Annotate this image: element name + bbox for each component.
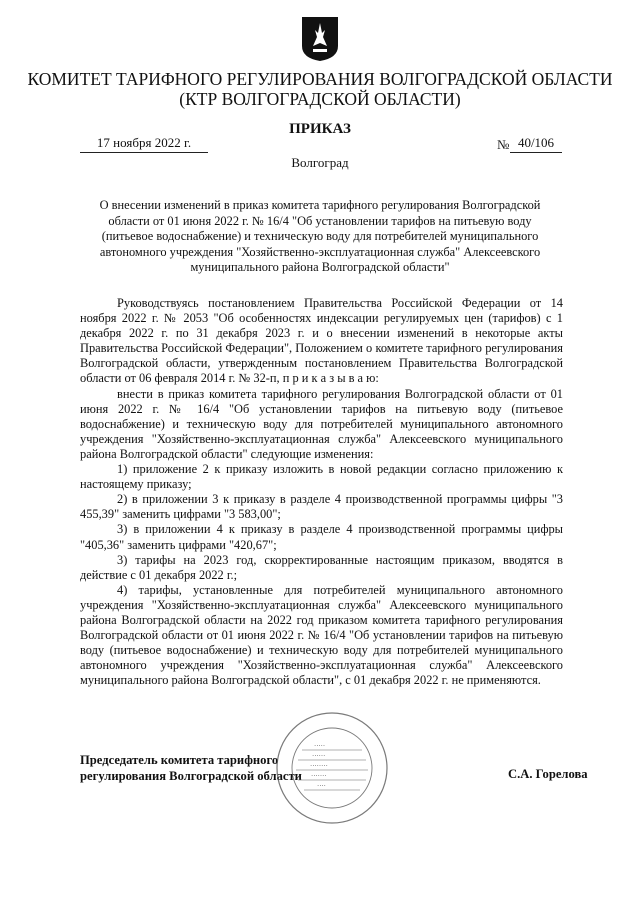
signatory-position-line1: Председатель комитета тарифного — [80, 753, 279, 767]
svg-text:·····: ····· — [314, 742, 326, 750]
signatory-name: С.А. Горелова — [508, 767, 588, 781]
org-name: КОМИТЕТ ТАРИФНОГО РЕГУЛИРОВАНИЯ ВОЛГОГРАДСКОЙ ОБЛАСТИ — [27, 69, 613, 89]
body-paragraph: внести в приказ комитета тарифного регулирования Волгоградской области от 01 июня 2022 г. № 16/4 "Об установлении тарифов на питьевую воду (питьевое водоснабжение) и техническую воду для потребителей муниципального автономного учреждения "Хозяйственно-эксплуатационная служба" Алексеевского муниципального района Волгоградской области" следующие изменения: — [80, 386, 563, 461]
coat-of-arms-emblem — [301, 16, 339, 62]
body-paragraph: 3) тарифы на 2023 год, скорректированные настоящим приказом, вводятся в действие с 01 декабря 2022 г.; — [80, 552, 563, 582]
document-title: ПРИКАЗ — [289, 121, 351, 137]
signatory-position-line2: регулирования Волгоградской области — [80, 769, 302, 783]
official-stamp — [274, 710, 390, 826]
city: Волгоград — [291, 155, 349, 170]
svg-text:····: ···· — [317, 782, 326, 790]
document-subject: О внесении изменений в приказ комитета тарифного регулирования Волгоградской области от 01 июня 2022 г. № 16/4 "Об установлении тарифов на питьевую воду (питьевое водоснабжение) и техническую воду для потребителей муниципального автономного учреждения "Хозяйственно-эксплуатационная служба" Алексеевского муниципального района Волгоградской области" — [99, 198, 541, 275]
body-paragraph: 1) приложение 2 к приказу изложить в новой редакции согласно приложению к настоящему приказу; — [80, 462, 563, 492]
document-body — [80, 296, 563, 688]
document-number: 40/106 — [510, 135, 562, 153]
body-paragraph: 2) в приложении 3 к приказу в разделе 4 производственной программы цифры "3 455,39" заменить цифрами "3 583,00"; — [80, 492, 563, 522]
body-paragraph: 3) в приложении 4 к приказу в разделе 4 производственной программы цифры "405,36" заменить цифрами "420,67"; — [80, 522, 563, 552]
svg-text:······: ······ — [312, 752, 326, 760]
body-paragraph: Руководствуясь постановлением Правительства Российской Федерации от 14 ноября 2022 г. № 2053 "Об особенностях индексации регулируемых цен (тарифов) с 1 декабря 2022 г. по 31 декабря 2023 г. и о внесении изменений в некоторые акты Правительства Российской Федерации", Положением о комитете тарифного регулирования Волгоградской области, утвержденным постановлением Правительства Волгоградской области от 06 февраля 2014 г. № 32-п, п р и к а з ы в а ю: — [80, 296, 563, 386]
body-paragraph: 4) тарифы, установленные для потребителей муниципального автономного учреждения "Хозяйственно-эксплуатационная служба" Алексеевского муниципального района Волгоградской области на 2022 год приказом комитета тарифного регулирования Волгоградской области от 01 июня 2022 г. № 16/4 "Об установлении тарифов на питьевую воду (питьевое водоснабжение) и техническую воду для потребителей муниципального автономного учреждения "Хозяйственно-эксплуатационная служба" Алексеевского муниципального района Волгоградской области", с 01 декабря 2022 г. не применяются. — [80, 582, 563, 688]
svg-text:········: ········ — [310, 762, 328, 770]
number-sign: № — [497, 137, 510, 152]
org-short-name: (КТР ВОЛГОГРАДСКОЙ ОБЛАСТИ) — [179, 89, 461, 109]
signatory-position — [80, 752, 302, 784]
svg-text:·······: ······· — [311, 772, 327, 780]
document-date: 17 ноября 2022 г. — [80, 135, 208, 153]
